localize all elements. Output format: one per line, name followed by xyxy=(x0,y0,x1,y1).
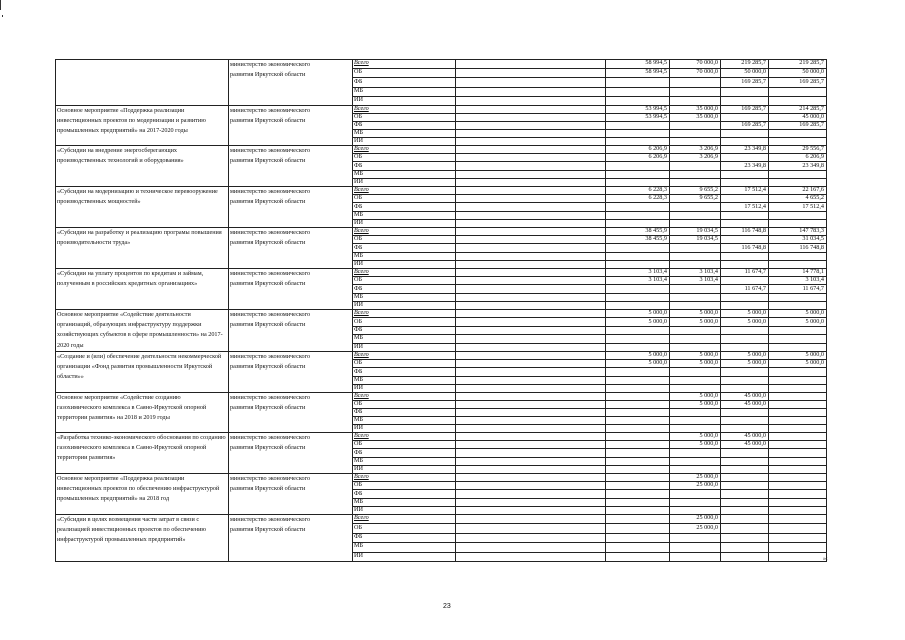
grid-cell xyxy=(720,552,769,562)
amount-v4: 3 103,4 xyxy=(805,276,824,284)
funding-source-label: ФБ xyxy=(354,489,363,497)
grid-cell xyxy=(352,552,456,562)
grid-cell xyxy=(605,552,670,562)
funding-source-label: Всего xyxy=(354,268,369,276)
row-10-description: «Разработка технико-экономического обоснования по созданию газохимического комплекса в Саяно-Иркутской опорной территории развития» xyxy=(57,434,226,462)
amount-v2: 5 000,0 xyxy=(699,351,718,359)
funding-source-label: ИИ xyxy=(354,219,363,226)
amount-v3: 5 000,0 xyxy=(747,359,766,367)
funding-source-label: ОБ xyxy=(354,440,363,448)
amount-v1: 6 228,3 xyxy=(648,194,667,202)
amount-v2: 5 000,0 xyxy=(699,309,718,317)
amount-v2: 25 000,0 xyxy=(696,473,718,481)
funding-source-label: ФБ xyxy=(354,448,363,456)
amount-v3: 17 512,4 xyxy=(744,202,766,210)
amount-v1: 5 000,0 xyxy=(648,317,667,325)
amount-v3: 169 285,7 xyxy=(741,121,766,129)
amount-v1: 38 455,9 xyxy=(645,235,667,243)
funding-source-label: ИИ xyxy=(354,96,363,103)
row-12-agency: министерство экономического развития Иркутской области xyxy=(230,516,311,533)
amount-v1: 58 994,5 xyxy=(645,59,667,67)
funding-source-label: ИИ xyxy=(354,551,363,559)
amount-v3: 169 285,7 xyxy=(741,77,766,85)
amount-v4: 5 000,0 xyxy=(805,351,824,359)
row-2-agency: министерство экономического развития Иркутской области xyxy=(230,107,311,124)
amount-v2: 9 655,2 xyxy=(699,194,718,202)
closing-quote-mark: »; xyxy=(823,556,828,562)
amount-v4: 6 206,9 xyxy=(805,153,824,161)
funding-source-label: ОБ xyxy=(354,400,363,408)
funding-source-label: Всего xyxy=(354,432,369,440)
amount-v4: 5 000,0 xyxy=(805,359,824,367)
amount-v1: 38 455,9 xyxy=(645,227,667,235)
funding-source-label: Всего xyxy=(354,145,369,153)
amount-v4: 31 034,5 xyxy=(802,235,824,243)
amount-v4: 14 778,1 xyxy=(802,268,824,276)
row-6-agency: министерство экономического развития Иркутской области xyxy=(230,270,311,287)
row-11-description: Основное мероприятие «Поддержка реализации инвестиционных проектов по обеспечению инфраструктурой промышленных предприятий» на 2018 год xyxy=(57,475,220,503)
funding-source-label: ОБ xyxy=(354,194,363,202)
amount-v2: 5 000,0 xyxy=(699,440,718,448)
funding-source-label: ОБ xyxy=(354,481,363,489)
funding-source-label: МБ xyxy=(354,210,364,218)
funding-source-label: МБ xyxy=(354,129,364,137)
funding-source-label: Всего xyxy=(354,309,369,317)
amount-v3: 45 000,0 xyxy=(744,400,766,408)
amount-v4: 17 512,4 xyxy=(802,202,824,210)
amount-v2: 70 000,0 xyxy=(696,68,718,76)
funding-source-label: ОБ xyxy=(354,523,363,531)
grid-cell xyxy=(768,552,827,562)
funding-source-label: ОБ xyxy=(354,68,363,76)
funding-source-label: ФБ xyxy=(354,326,363,333)
amount-v3: 50 000,0 xyxy=(744,68,766,76)
funding-source-label: ИИ xyxy=(354,342,363,350)
amount-v2: 19 034,5 xyxy=(696,235,718,243)
amount-v2: 3 103,4 xyxy=(699,276,718,284)
funding-source-label: МБ xyxy=(354,497,364,505)
amount-v1: 5 000,0 xyxy=(648,351,667,359)
amount-v3: 23 349,8 xyxy=(744,161,766,169)
amount-v4: 4 655,2 xyxy=(805,194,824,202)
row-4-description: «Субсидии на модернизацию и техническое перевооружение производственных мощностей» xyxy=(57,188,218,206)
amount-v4: 5 000,0 xyxy=(805,317,824,325)
funding-source-label: ОБ xyxy=(354,359,363,367)
amount-v1: 53 994,5 xyxy=(645,113,667,121)
amount-v3: 5 000,0 xyxy=(747,309,766,317)
amount-v1: 3 103,4 xyxy=(648,268,667,276)
amount-v2: 5 000,0 xyxy=(699,392,718,400)
grid-cell xyxy=(669,552,721,562)
funding-source-label: Всего xyxy=(354,514,369,522)
funding-source-label: ИИ xyxy=(354,384,363,391)
amount-v1: 5 000,0 xyxy=(648,309,667,317)
amount-v3: 11 674,7 xyxy=(744,284,766,292)
amount-v2: 5 000,0 xyxy=(699,359,718,367)
amount-v3: 169 285,7 xyxy=(741,105,766,113)
funding-source-label: МБ xyxy=(354,169,364,177)
amount-v1: 3 103,4 xyxy=(648,276,667,284)
amount-v1: 6 228,3 xyxy=(648,186,667,194)
row-5-agency: министерство экономического развития Иркутской области xyxy=(230,229,311,246)
amount-v2: 25 000,0 xyxy=(696,481,718,489)
funding-source-label: ИИ xyxy=(354,424,363,432)
amount-v4: 169 285,7 xyxy=(799,121,824,129)
amount-v3: 219 285,7 xyxy=(741,59,766,67)
amount-v2: 70 000,0 xyxy=(696,59,718,67)
amount-v2: 5 000,0 xyxy=(699,432,718,440)
funding-source-label: МБ xyxy=(354,334,364,342)
amount-v1: 5 000,0 xyxy=(648,359,667,367)
funding-source-label: ИИ xyxy=(354,465,363,472)
amount-v2: 9 655,2 xyxy=(699,186,718,194)
amount-v4: 29 556,7 xyxy=(802,145,824,153)
funding-source-label: МБ xyxy=(354,456,364,464)
amount-v4: 219 285,7 xyxy=(799,59,824,67)
row-12-description: «Субсидии в целях возмещения части затрат в связи с реализацией инвестиционных проектов по обеспечению инфраструктурой промышленных предприятий» xyxy=(57,516,207,544)
funding-source-label: ОБ xyxy=(354,317,363,325)
funding-source-label: ОБ xyxy=(354,113,363,121)
amount-v4: 50 000,0 xyxy=(802,68,824,76)
amount-v3: 11 674,7 xyxy=(744,268,766,276)
scan-edge-dot xyxy=(2,15,3,17)
amount-v2: 3 206,9 xyxy=(699,153,718,161)
row-7-agency: министерство экономического развития Иркутской области xyxy=(230,311,311,328)
funding-source-label: ФБ xyxy=(354,202,363,210)
row-6-description: «Субсидии на уплату процентов по кредитам и займам, полученным в российских кредитных организациях» xyxy=(57,270,204,288)
funding-source-label: ФБ xyxy=(354,533,363,540)
funding-source-label: Всего xyxy=(354,473,369,481)
amount-v4: 23 349,8 xyxy=(802,161,824,169)
funding-source-label: МБ xyxy=(354,86,364,94)
amount-v3: 17 512,4 xyxy=(744,186,766,194)
funding-source-label: ИИ xyxy=(354,260,363,267)
amount-v2: 25 000,0 xyxy=(696,514,718,522)
funding-source-label: Всего xyxy=(354,351,369,359)
amount-v3: 45 000,0 xyxy=(744,392,766,400)
row-3-description: «Субсидии на внедрение энергосберегающих производственных технологий и оборудования» xyxy=(57,147,184,165)
funding-source-label: ИИ xyxy=(354,506,363,513)
amount-v4: 5 000,0 xyxy=(805,309,824,317)
row-3-agency: министерство экономического развития Иркутской области xyxy=(230,147,311,164)
amount-v1: 58 994,5 xyxy=(645,68,667,76)
row-5-description: «Субсидии на разработку и реализацию програмы повышения производительности труда» xyxy=(57,229,222,247)
row-11-agency: министерство экономического развития Иркутской области xyxy=(230,475,311,492)
row-8-description: «Создание и (или) обеспечение деятельности некоммерческой организации «Фонд развития промышленности Иркутской области»» xyxy=(57,353,222,381)
amount-v1: 53 994,5 xyxy=(645,105,667,113)
amount-v4: 22 167,6 xyxy=(802,186,824,194)
scan-edge-mark xyxy=(0,0,4,10)
amount-v2: 5 000,0 xyxy=(699,400,718,408)
row-9-description: Основное мероприятие «Содействие созданию газохимического комплекса в Саяно-Иркутской опорной территории развития» на 2018 и 2019 годы xyxy=(57,394,207,422)
row-4-agency: министерство экономического развития Иркутской области xyxy=(230,188,311,205)
page-number: 23 xyxy=(443,603,451,610)
row-10-agency: министерство экономического развития Иркутской области xyxy=(230,434,311,451)
amount-v4: 147 783,3 xyxy=(799,227,824,235)
row-2-description: Основное мероприятие «Поддержка реализации инвестиционных проектов по модернизации и развитию промышленных предприятий» на 2017-2020 годы xyxy=(57,107,206,135)
amount-v3: 45 000,0 xyxy=(744,440,766,448)
funding-source-label: МБ xyxy=(354,416,364,424)
row-8-agency: министерство экономического развития Иркутской области xyxy=(230,353,311,370)
funding-source-label: ОБ xyxy=(354,276,363,284)
amount-v3: 23 349,8 xyxy=(744,145,766,153)
amount-v4: 45 000,0 xyxy=(802,113,824,121)
funding-source-label: ФБ xyxy=(354,161,363,169)
funding-source-label: МБ xyxy=(354,251,364,259)
funding-source-label: Всего xyxy=(354,186,369,194)
funding-source-label: МБ xyxy=(354,375,364,383)
funding-source-label: ФБ xyxy=(354,77,363,85)
funding-source-label: Всего xyxy=(354,392,369,400)
funding-source-label: ИИ xyxy=(354,137,363,145)
funding-source-label: МБ xyxy=(354,292,364,300)
funding-source-label: ОБ xyxy=(354,153,363,161)
amount-v2: 35 000,0 xyxy=(696,105,718,113)
amount-v2: 35 000,0 xyxy=(696,113,718,121)
funding-source-label: ФБ xyxy=(354,408,363,416)
amount-v2: 19 034,5 xyxy=(696,227,718,235)
funding-source-label: ФБ xyxy=(354,243,363,251)
amount-v3: 116 748,8 xyxy=(741,227,766,235)
amount-v1: 6 206,9 xyxy=(648,153,667,161)
grid-cell xyxy=(455,552,606,562)
funding-source-label: ФБ xyxy=(354,121,363,129)
funding-source-label: ФБ xyxy=(354,284,363,292)
amount-v1: 6 206,9 xyxy=(648,145,667,153)
amount-v3: 5 000,0 xyxy=(747,317,766,325)
amount-v4: 11 674,7 xyxy=(802,284,824,292)
funding-source-label: ИИ xyxy=(354,178,363,185)
row-1-description xyxy=(57,60,226,104)
funding-source-label: Всего xyxy=(354,227,369,235)
amount-v4: 214 285,7 xyxy=(799,105,824,113)
row-1-agency: министерство экономического развития Иркутской области xyxy=(230,61,311,78)
amount-v2: 5 000,0 xyxy=(699,317,718,325)
funding-source-label: МБ xyxy=(354,542,364,550)
funding-source-label: Всего xyxy=(354,105,369,113)
funding-source-label: ИИ xyxy=(354,301,363,308)
amount-v2: 3 103,4 xyxy=(699,268,718,276)
amount-v3: 116 748,8 xyxy=(741,243,766,251)
amount-v4: 116 748,8 xyxy=(799,243,824,251)
amount-v3: 5 000,0 xyxy=(747,351,766,359)
amount-v4: 169 285,7 xyxy=(799,77,824,85)
amount-v3: 45 000,0 xyxy=(744,432,766,440)
funding-source-label: Всего xyxy=(354,59,369,67)
funding-source-label: ФБ xyxy=(354,367,363,375)
funding-source-label: ОБ xyxy=(354,235,363,243)
row-7-description: Основное мероприятие «Содействие деятельности организаций, образующих инфраструктуру поддержки хозяйствующих субъектов в сфере промышленности» на 2017-2020 годы xyxy=(57,311,223,349)
amount-v2: 3 206,9 xyxy=(699,145,718,153)
amount-v2: 25 000,0 xyxy=(696,523,718,531)
row-9-agency: министерство экономического развития Иркутской области xyxy=(230,394,311,411)
